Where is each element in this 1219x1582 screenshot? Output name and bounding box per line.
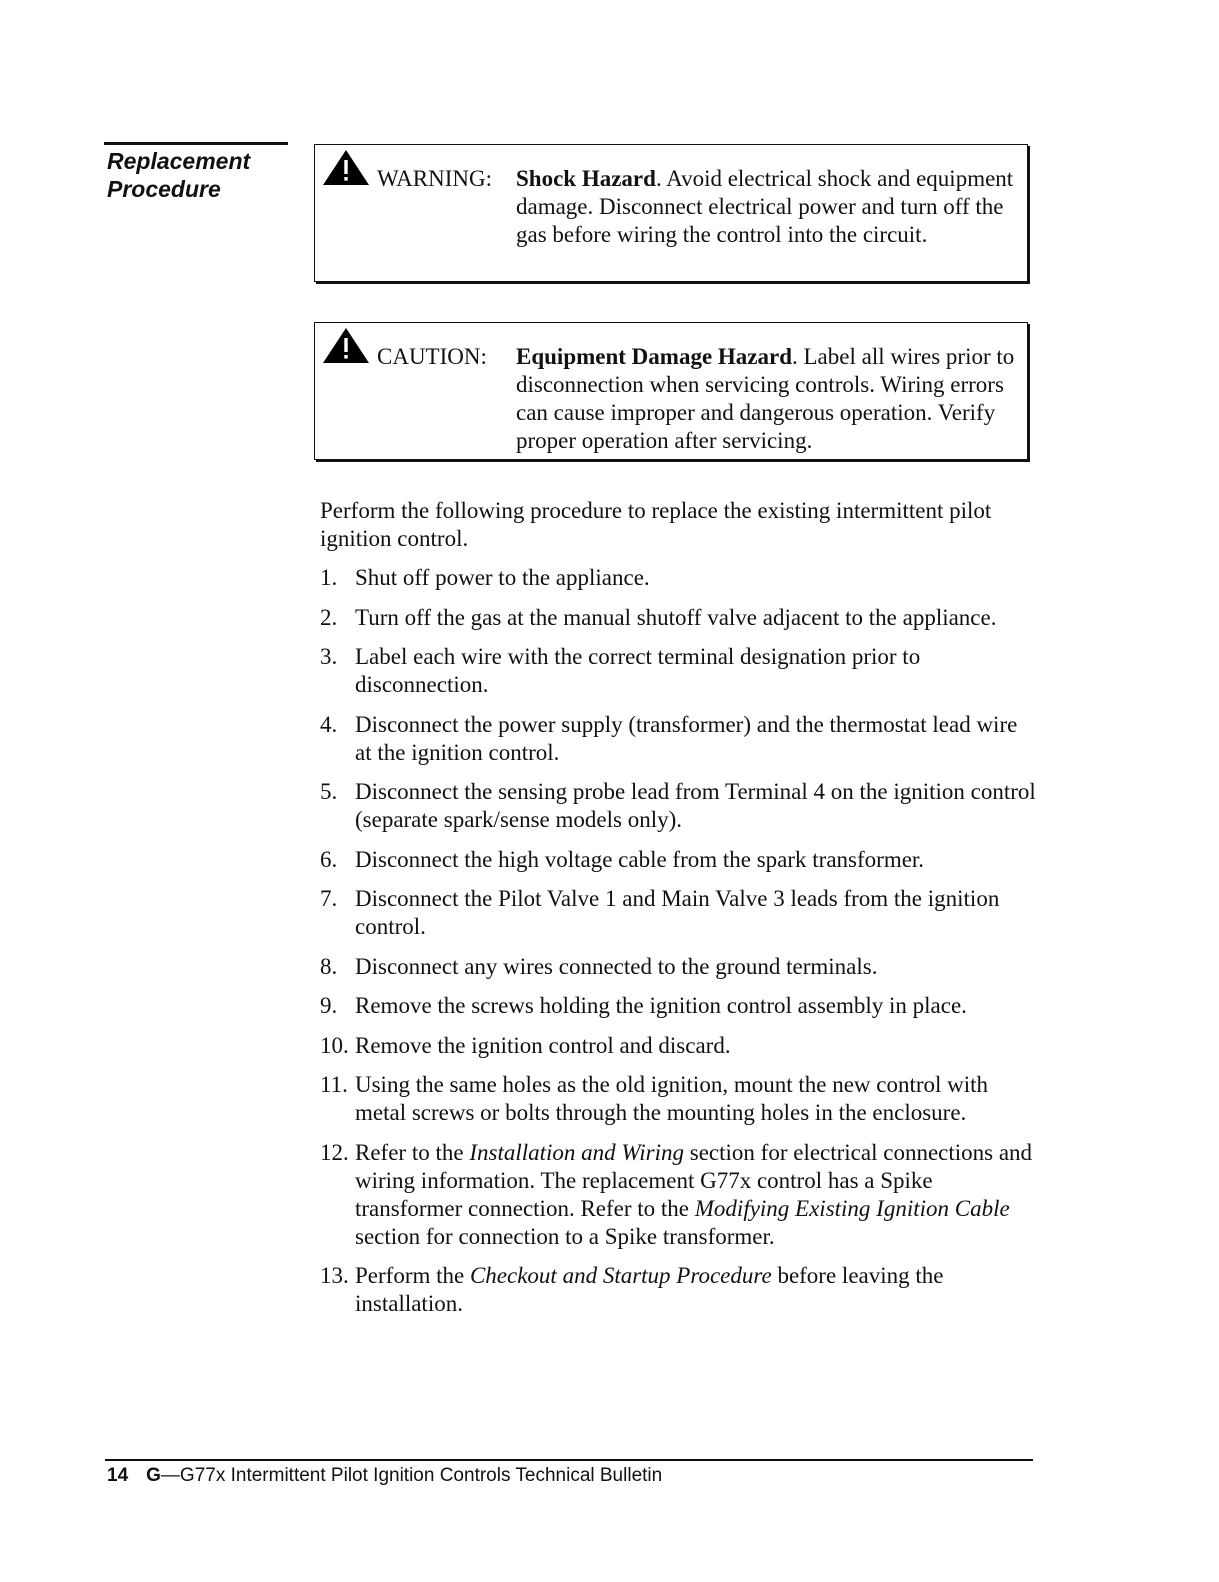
step-number: 13.	[320, 1263, 349, 1288]
section-reference: Modifying Existing Ignition Cable	[694, 1195, 1010, 1221]
page-footer	[107, 1464, 662, 1488]
step-text-part: Refer to the	[355, 1139, 470, 1165]
step-number: 4.	[320, 711, 338, 737]
step-text: Disconnect the sensing probe lead from Terminal 4 on the ignition control (separate spark/sense models only).	[355, 779, 1036, 832]
step-number: 11.	[320, 1072, 348, 1097]
step-number: 7.	[320, 886, 338, 911]
step-item	[320, 846, 1036, 874]
step-item	[320, 604, 1036, 632]
step-text-part: Perform the	[355, 1263, 470, 1288]
step-number: 5.	[320, 779, 338, 804]
page-number: 14	[107, 1465, 129, 1486]
step-item	[320, 711, 1036, 767]
step-item	[320, 1262, 1036, 1318]
warning-box	[314, 144, 1028, 282]
section-reference: Checkout and Startup Procedure	[469, 1263, 772, 1288]
step-item	[320, 992, 1036, 1020]
procedure-content	[320, 497, 1036, 1330]
warning-text: . Avoid electrical shock and equipment damage. Disconnect electrical power and turn off the gas before wiring the control into the circuit.	[516, 166, 1014, 247]
step-number: 9.	[320, 993, 338, 1018]
warning-triangle-icon	[321, 326, 371, 366]
step-number: 2.	[320, 604, 338, 630]
step-text: Label each wire with the correct terminal designation prior to disconnection.	[355, 644, 921, 697]
step-text-part: before leaving the installation.	[355, 1263, 944, 1316]
step-text: Disconnect the Pilot Valve 1 and Main Valve 3 leads from the ignition control.	[355, 886, 1000, 939]
step-number: 6.	[320, 846, 338, 872]
section-heading	[107, 147, 297, 203]
step-text: Remove the ignition control and discard.	[355, 1032, 731, 1058]
step-item	[320, 1071, 1036, 1127]
step-text: Disconnect the high voltage cable from the spark transformer.	[355, 846, 925, 872]
intro-paragraph: Perform the following procedure to replace the existing intermittent pilot ignition control.	[320, 498, 992, 551]
step-text	[355, 1263, 943, 1316]
step-text: Remove the screws holding the ignition control assembly in place.	[355, 993, 967, 1018]
step-item	[320, 1032, 1036, 1060]
step-text: Disconnect the power supply (transformer) and the thermostat lead wire at the ignition control.	[355, 711, 1018, 765]
step-text-part: section for electrical connections and wiring information. The replacement G77x control has a Spike transformer connection. Refer to the	[355, 1139, 1033, 1221]
section-reference: Installation and Wiring	[469, 1139, 685, 1165]
section-heading-line2: Procedure	[107, 176, 221, 202]
caution-message	[516, 343, 1021, 455]
step-item	[320, 778, 1036, 834]
step-number: 3.	[320, 644, 338, 669]
step-item	[320, 953, 1036, 981]
step-text: Shut off power to the appliance.	[355, 565, 650, 590]
procedure-steps	[320, 564, 1036, 1318]
step-text	[355, 1140, 1032, 1249]
caution-text: . Label all wires prior to disconnection when servicing controls. Wiring errors can cause improper and dangerous operation. Verify proper operation after servicing.	[516, 344, 1015, 453]
step-text-part: section for connection to a Spike transformer.	[355, 1223, 775, 1249]
caution-box	[314, 322, 1028, 460]
step-text: Using the same holes as the old ignition, mount the new control with metal screws or bolts through the mounting holes in the enclosure.	[355, 1072, 989, 1125]
warning-message	[516, 165, 1021, 249]
step-number: 8.	[320, 953, 338, 979]
document-title: —G77x Intermittent Pilot Ignition Controls Technical Bulletin	[160, 1465, 663, 1486]
document-code: G	[146, 1465, 161, 1486]
step-item	[320, 885, 1036, 941]
warning-label: WARNING:	[377, 166, 492, 191]
step-item	[320, 564, 1036, 592]
step-item	[320, 1139, 1036, 1251]
section-heading-line1: Replacement	[107, 148, 251, 174]
step-number: 12.	[320, 1139, 349, 1165]
warning-triangle-icon	[321, 148, 371, 188]
warning-title: Shock Hazard	[516, 166, 656, 191]
section-rule	[104, 142, 288, 145]
caution-label: CAUTION:	[377, 344, 487, 369]
step-item	[320, 643, 1036, 699]
step-number: 10.	[320, 1032, 349, 1058]
footer-rule	[105, 1459, 1033, 1461]
step-text: Turn off the gas at the manual shutoff valve adjacent to the appliance.	[355, 604, 997, 630]
step-text: Disconnect any wires connected to the ground terminals.	[355, 953, 878, 979]
caution-title: Equipment Damage Hazard	[516, 344, 792, 369]
step-number: 1.	[320, 565, 338, 590]
